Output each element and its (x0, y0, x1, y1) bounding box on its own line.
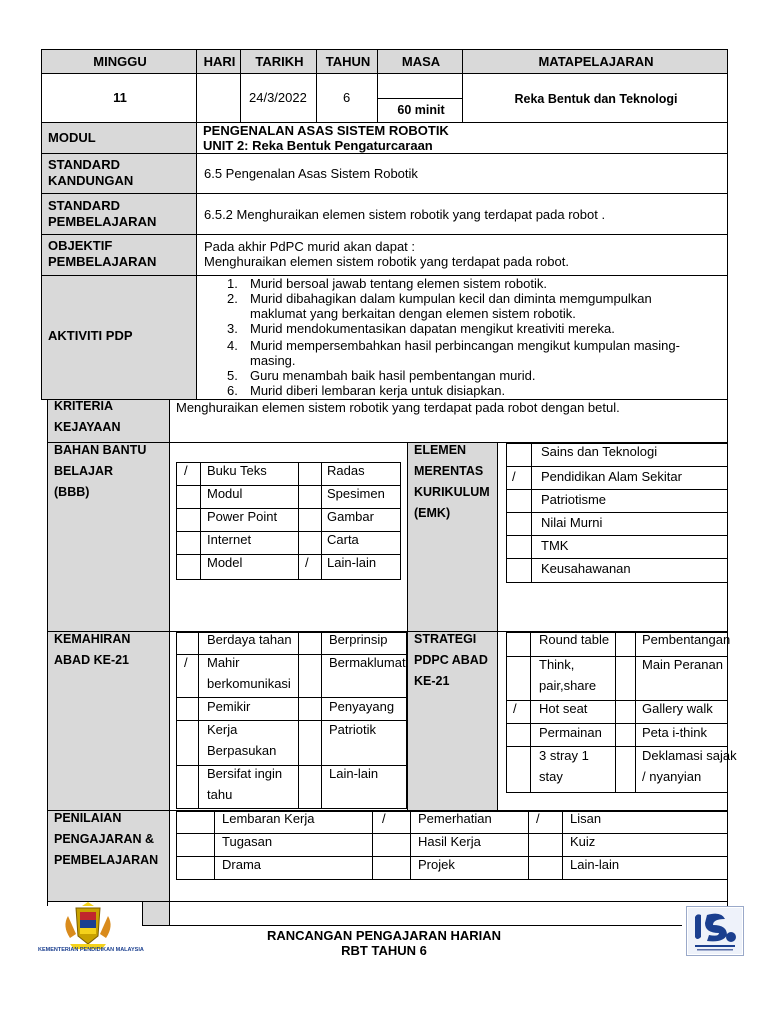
kriteria-label-2: KEJAYAAN (54, 420, 121, 434)
emk-label-3: KURIKULUM (414, 485, 490, 499)
penilaian-item: Drama (222, 857, 262, 872)
penilaian-label-3: PEMBELAJARAN (54, 853, 159, 867)
standard-kandungan-label-1: STANDARD (48, 157, 120, 172)
aktiviti-item-cont: maklumat yang berkaitan dengan elemen sistem robotik. (250, 306, 576, 321)
kemahiran-item: Kerja (207, 722, 238, 737)
emk-item: Keusahawanan (541, 561, 631, 576)
minggu-header: MINGGU (93, 54, 147, 69)
kemahiran-label-2: ABAD KE-21 (54, 653, 130, 667)
emk-label-2: MERENTAS (414, 464, 484, 478)
emk-check: / (512, 469, 516, 484)
matapelajaran-header: MATAPELAJARAN (538, 54, 654, 69)
objektif-value-cell (196, 234, 728, 276)
strategi-item: Permainan (539, 725, 602, 740)
tarikh-value: 24/3/2022 (249, 90, 307, 105)
standard-kandungan-label-cell (41, 153, 197, 194)
hari-cell (196, 73, 241, 123)
bbb-label-cell (47, 442, 170, 632)
kemahiran-item-cont: tahu (207, 787, 233, 802)
strategi-item: 3 stray 1 (539, 748, 589, 763)
bbb-item: Power Point (207, 509, 278, 524)
bbb-check: / (305, 555, 309, 570)
objektif-label-cell (41, 234, 197, 276)
bbb-label-1: BAHAN BANTU (54, 443, 147, 457)
bbb-label-2: BELAJAR (54, 464, 114, 478)
coat-of-arms-icon (38, 902, 138, 952)
strategi-check: / (513, 701, 517, 716)
tarikh-header: TARIKH (255, 54, 304, 69)
institute-logo-icon (687, 907, 743, 955)
masa-header: MASA (401, 54, 441, 69)
aktiviti-item: Murid diberi lembaran kerja untuk disiapkan. (250, 383, 506, 398)
objektif-label-1: OBJEKTIF (48, 238, 113, 253)
standard-pembelajaran-label-cell (41, 193, 197, 235)
strategi-item: Peta i-think (642, 725, 708, 740)
aktiviti-num: 2. (227, 291, 238, 306)
kemahiran-item: Bermaklumat (329, 655, 406, 670)
masa-cell (377, 98, 463, 123)
bbb-item: Internet (207, 532, 252, 547)
bbb-item: Radas (327, 463, 365, 478)
aktiviti-item: Guru menambah baik hasil pembentangan murid. (250, 368, 536, 383)
bbb-item: Buku Teks (207, 463, 267, 478)
emk-item: Patriotisme (541, 492, 607, 507)
objektif-intro: Pada akhir PdPC murid akan dapat : (204, 239, 416, 254)
aktiviti-num: 5. (227, 368, 238, 383)
penilaian-label-1: PENILAIAN (54, 811, 122, 825)
masa-header-cell (377, 49, 463, 74)
penilaian-item: Lembaran Kerja (222, 811, 315, 826)
kemahiran-item: Bersifat ingin (207, 766, 283, 781)
kriteria-label-1: KRITERIA (54, 399, 114, 413)
penilaian-item: Projek (418, 857, 455, 872)
kemahiran-item-cont: berkomunikasi (207, 676, 291, 691)
kemahiran-item-cont: Berpasukan (207, 743, 277, 758)
strategi-label-3: KE-21 (414, 674, 450, 688)
kpm-logo (38, 902, 144, 960)
penilaian-item: Lisan (570, 811, 602, 826)
aktiviti-item-cont: masing. (250, 353, 296, 368)
penilaian-label-2: PENGAJARAN & (54, 832, 155, 846)
objektif-text: Menghuraikan elemen sistem robotik yang terdapat pada robot. (204, 254, 569, 269)
aktiviti-num: 3. (227, 321, 238, 336)
bbb-item: Spesimen (327, 486, 385, 501)
tarikh-header-cell (240, 49, 317, 74)
emk-label-cell (407, 442, 498, 632)
kemahiran-item: Mahir (207, 655, 240, 670)
bottom-gray-cell (142, 901, 170, 926)
matapelajaran-value: Reka Bentuk dan Teknologi (514, 92, 678, 106)
emk-item: Sains dan Teknologi (541, 444, 658, 459)
modul-title: PENGENALAN ASAS SISTEM ROBOTIK (203, 123, 449, 138)
matapelajaran-header-cell (462, 49, 728, 74)
strategi-item: Main Peranan (642, 657, 723, 672)
aktiviti-item: Murid dibahagikan dalam kumpulan kecil dan diminta memgumpulkan (250, 291, 652, 306)
aktiviti-num: 1. (227, 276, 238, 291)
aktiviti-label-cell (41, 275, 197, 400)
penilaian-item: Tugasan (222, 834, 273, 849)
standard-kandungan-value-cell (196, 153, 728, 194)
modul-label: MODUL (48, 130, 96, 145)
standard-pembelajaran-label-2: PEMBELAJARAN (48, 214, 157, 229)
matapelajaran-cell (462, 73, 728, 123)
penilaian-check: / (536, 811, 540, 826)
tahun-header-cell (316, 49, 378, 74)
strategi-label-cell (407, 631, 498, 811)
footer-title: RANCANGAN PENGAJARAN HARIAN (266, 928, 501, 943)
aktiviti-item: Murid mendokumentasikan dapatan mengikut kreativiti mereka. (250, 321, 615, 336)
strategi-item: Pembentangan (642, 632, 731, 647)
objektif-label-2: PEMBELAJARAN (48, 254, 157, 269)
emk-label-1: ELEMEN (414, 443, 467, 457)
modul-label-cell (41, 122, 197, 154)
kemahiran-item: Pemikir (207, 699, 251, 714)
kemahiran-check: / (184, 655, 188, 670)
minggu-value: 11 (113, 90, 127, 105)
standard-kandungan-label-2: KANDUNGAN (48, 173, 134, 188)
strategi-item-cont: pair,share (539, 678, 597, 693)
tahun-cell (316, 73, 378, 123)
kemahiran-item: Berprinsip (329, 632, 388, 647)
strategi-item: Think, (539, 657, 575, 672)
emk-item: Nilai Murni (541, 515, 603, 530)
penilaian-item: Hasil Kerja (418, 834, 481, 849)
tarikh-cell (240, 73, 317, 123)
penilaian-label-cell (47, 810, 170, 902)
aktiviti-num: 6. (227, 383, 238, 398)
aktiviti-label: AKTIVITI PDP (48, 328, 133, 343)
bbb-item: Gambar (327, 509, 374, 524)
strategi-item: Round table (539, 632, 610, 647)
strategi-item-cont: / nyanyian (642, 769, 702, 784)
penilaian-item: Kuiz (570, 834, 596, 849)
bottom-empty-cell (169, 901, 728, 926)
kriteria-value: Menghuraikan elemen sistem robotik yang terdapat pada robot dengan betul. (176, 400, 620, 415)
kriteria-label-cell (47, 399, 170, 443)
strategi-item: Hot seat (539, 701, 588, 716)
strategi-label-1: STRATEGI (414, 632, 477, 646)
penilaian-item: Pemerhatian (418, 811, 492, 826)
kemahiran-item: Lain-lain (329, 766, 379, 781)
hari-header: HARI (203, 54, 236, 69)
kemahiran-label-1: KEMAHIRAN (54, 632, 131, 646)
partner-logo (686, 906, 744, 956)
bbb-item: Model (207, 555, 243, 570)
bbb-check: / (184, 463, 188, 478)
aktiviti-value-cell (196, 275, 728, 400)
aktiviti-item: Murid mempersembahkan hasil perbincangan mengikut kumpulan masing- (250, 338, 680, 353)
tahun-value: 6 (343, 90, 351, 105)
bbb-label-3: (BBB) (54, 485, 90, 499)
hari-header-cell (196, 49, 241, 74)
emk-label-4: (EMK) (414, 506, 451, 520)
kemahiran-item: Penyayang (329, 699, 395, 714)
kemahiran-item: Patriotik (329, 722, 376, 737)
strategi-item: Gallery walk (642, 701, 713, 716)
masa-top-cell (377, 73, 463, 99)
bbb-item: Modul (207, 486, 243, 501)
penilaian-check: / (382, 811, 386, 826)
kpm-caption: KEMENTERIAN PENDIDIKAN MALAYSIA (38, 947, 144, 953)
aktiviti-item: Murid bersoal jawab tentang elemen sistem robotik. (250, 276, 547, 291)
standard-pembelajaran-value: 6.5.2 Menghuraikan elemen sistem robotik yang terdapat pada robot . (204, 207, 606, 222)
bbb-item: Lain-lain (327, 555, 377, 570)
emk-item: Pendidikan Alam Sekitar (541, 469, 682, 484)
bbb-item: Carta (327, 532, 359, 547)
standard-kandungan-value: 6.5 Pengenalan Asas Sistem Robotik (204, 166, 418, 181)
footer-subtitle: RBT TAHUN 6 (341, 943, 427, 958)
masa-value: 60 minit (397, 103, 445, 117)
tahun-header: TAHUN (325, 54, 371, 69)
strategi-item-cont: stay (539, 769, 563, 784)
penilaian-item: Lain-lain (570, 857, 620, 872)
emk-item: TMK (541, 538, 569, 553)
kriteria-value-cell (169, 399, 728, 443)
minggu-cell (41, 73, 197, 123)
modul-unit: UNIT 2: Reka Bentuk Pengaturcaraan (203, 138, 433, 153)
strategi-item: Deklamasi sajak (642, 748, 737, 763)
strategi-label-2: PDPC ABAD (414, 653, 488, 667)
modul-value-cell (196, 122, 728, 154)
standard-pembelajaran-label-1: STANDARD (48, 198, 120, 213)
minggu-header-cell (41, 49, 197, 74)
standard-pembelajaran-value-cell (196, 193, 728, 235)
aktiviti-num: 4. (227, 338, 238, 353)
kemahiran-item: Berdaya tahan (207, 632, 292, 647)
kemahiran-label-cell (47, 631, 170, 811)
